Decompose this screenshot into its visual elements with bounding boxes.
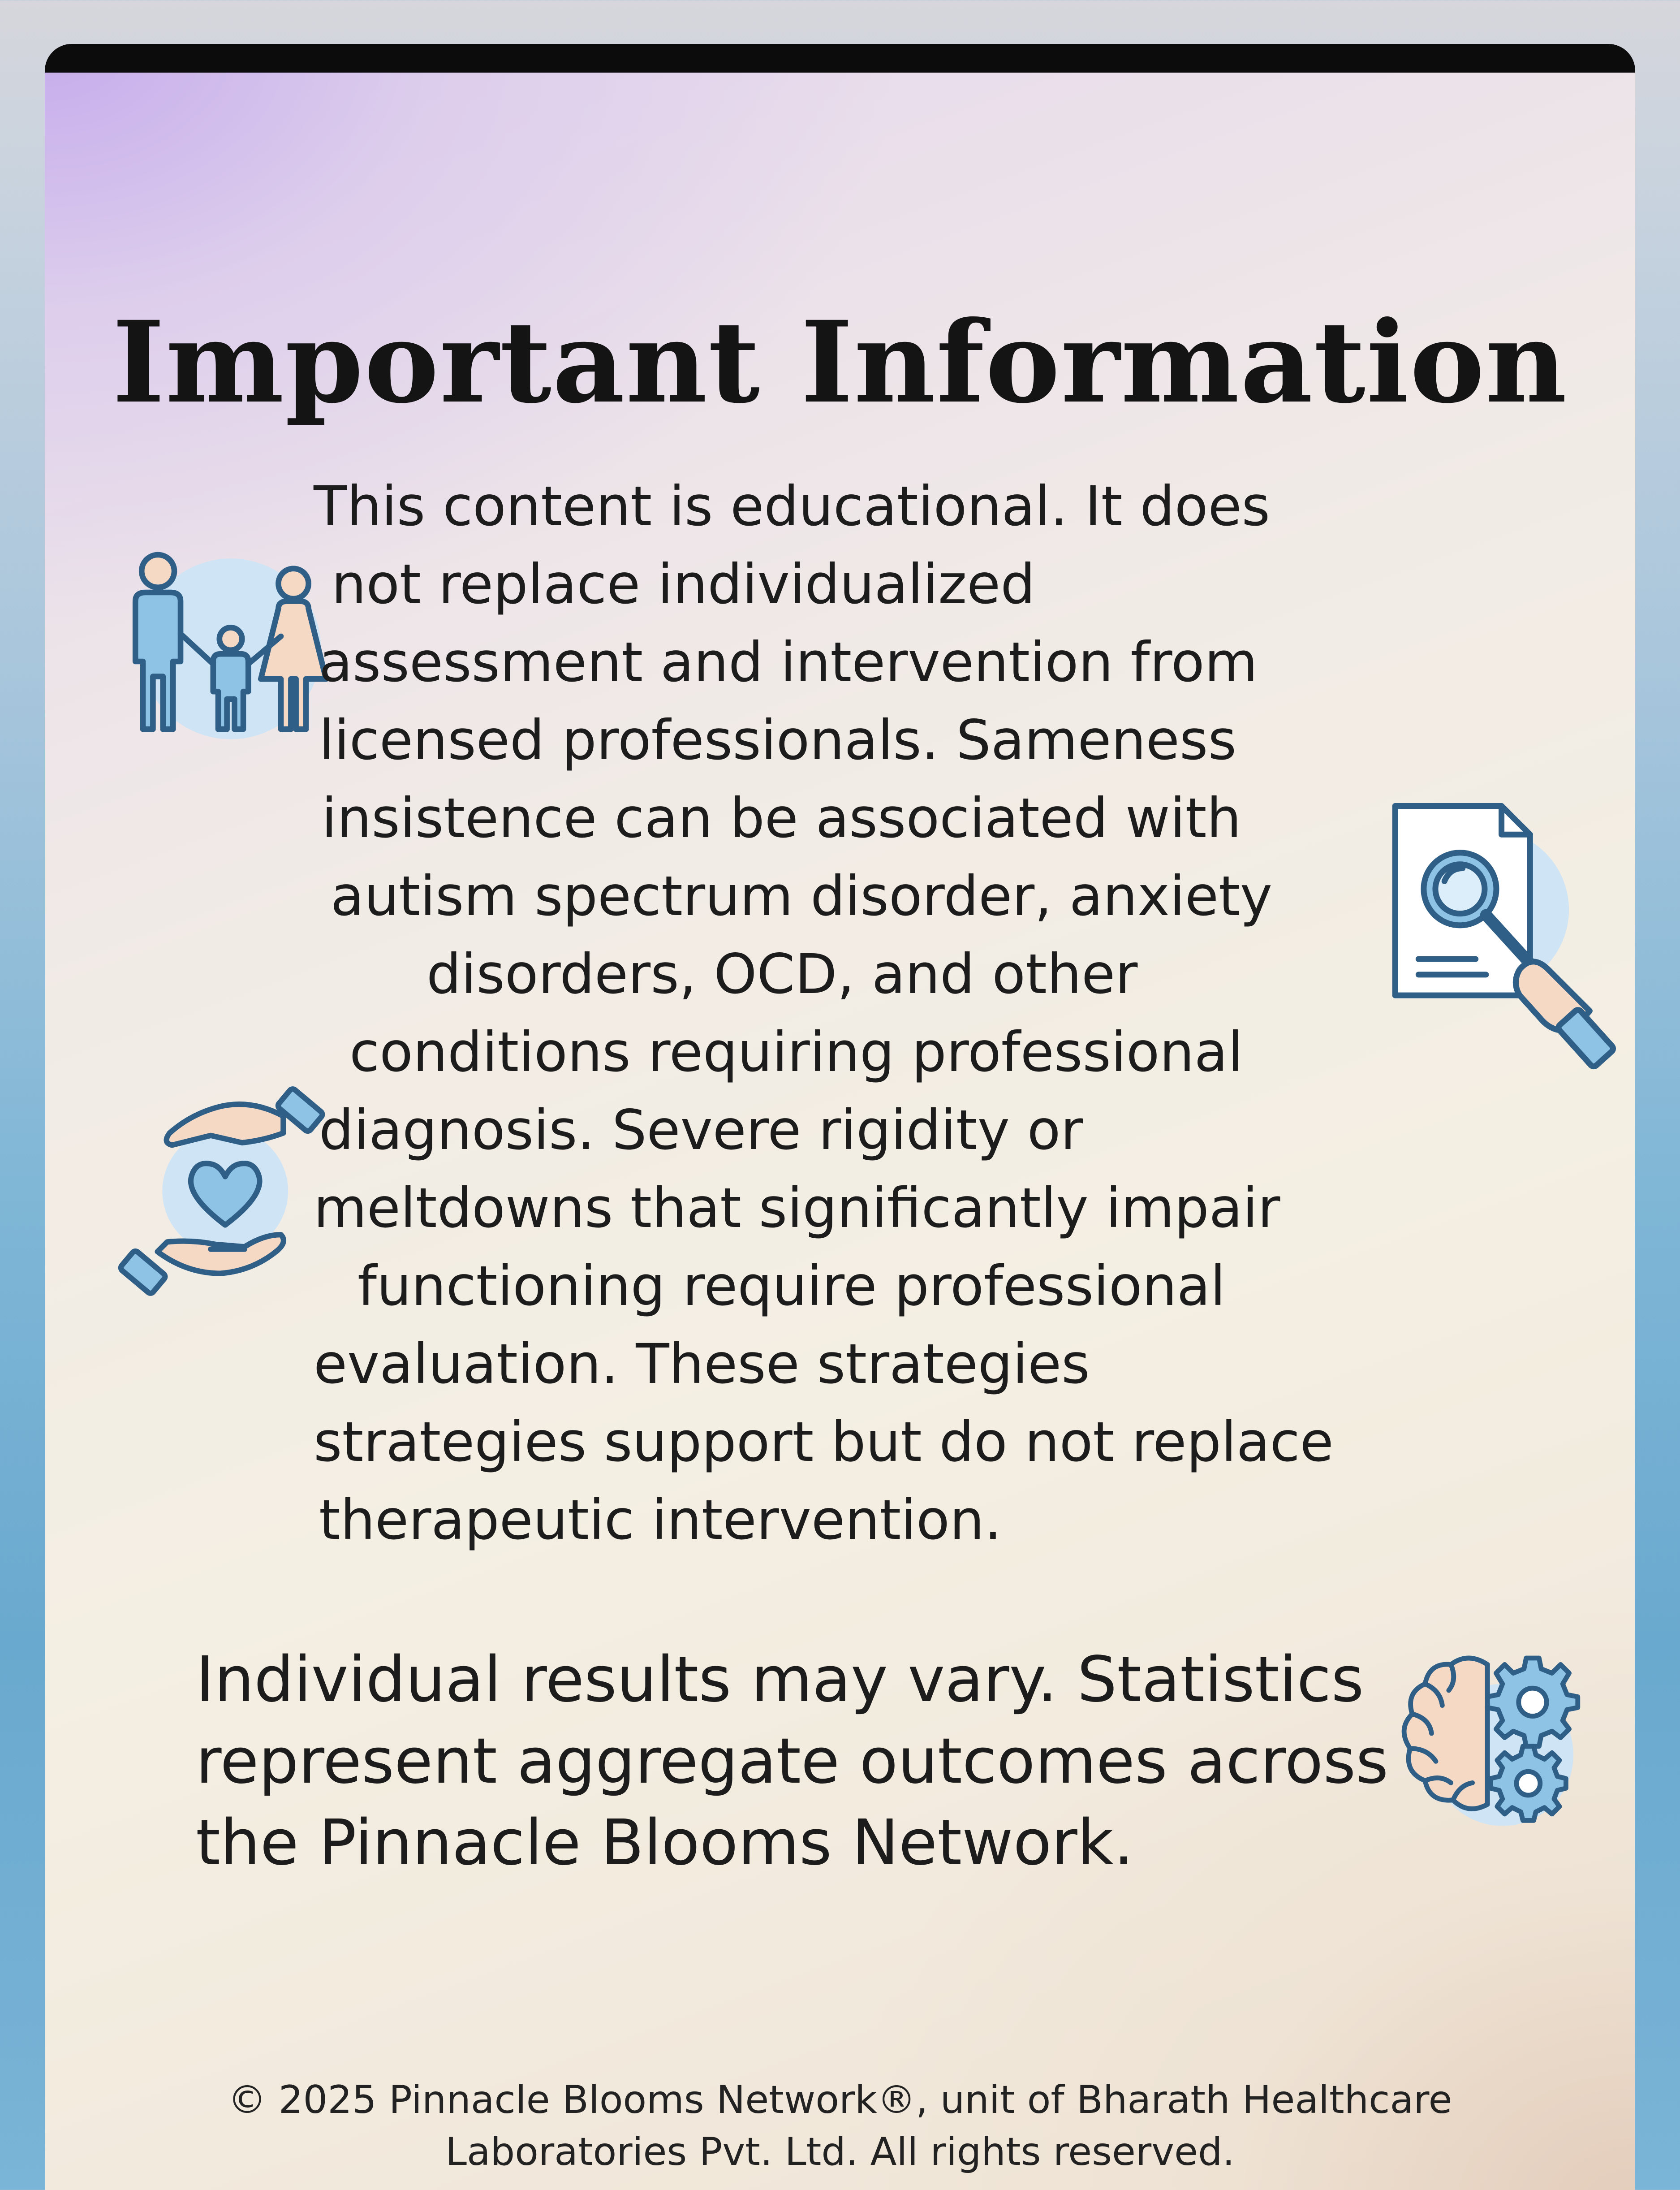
disclaimer-line: assessment and intervention from xyxy=(319,631,1258,694)
disclaimer-line: therapeutic intervention. xyxy=(319,1488,1002,1552)
disclaimer-line: autism spectrum disorder, anxiety xyxy=(331,864,1273,928)
results-line: represent aggregate outcomes across xyxy=(196,1725,1389,1798)
disclaimer-line: not replace individualized xyxy=(332,553,1035,616)
disclaimer-line: This content is educational. It does xyxy=(314,475,1271,538)
page-title: Important Information xyxy=(112,296,1568,428)
results-line: Individual results may vary. Statistics xyxy=(196,1643,1364,1716)
disclaimer-line: strategies support but do not replace xyxy=(314,1410,1334,1474)
disclaimer-line: meltdowns that significantly impair xyxy=(314,1176,1280,1240)
disclaimer-line: insistence can be associated with xyxy=(322,786,1241,850)
card-top-bar xyxy=(45,44,1635,73)
results-note xyxy=(196,1639,1450,1884)
results-line: the Pinnacle Blooms Network. xyxy=(196,1806,1134,1879)
disclaimer-line: disorders, OCD, and other xyxy=(426,942,1138,1006)
disclaimer-line: evaluation. These strategies xyxy=(314,1332,1090,1396)
copyright-line: Laboratories Pvt. Ltd. All rights reserved. xyxy=(445,2130,1235,2174)
disclaimer-line: functioning require professional xyxy=(358,1254,1226,1318)
copyright-line: © 2025 Pinnacle Blooms Network®, unit of Bharath Healthcare xyxy=(228,2078,1452,2122)
info-card xyxy=(45,44,1635,2190)
disclaimer-line: licensed professionals. Sameness xyxy=(319,708,1237,772)
disclaimer-line: conditions requiring professional xyxy=(349,1020,1243,1084)
disclaimer-line: diagnosis. Severe rigidity or xyxy=(319,1098,1083,1162)
disclaimer-paragraph xyxy=(314,467,1411,1559)
copyright-footer xyxy=(45,2074,1635,2178)
